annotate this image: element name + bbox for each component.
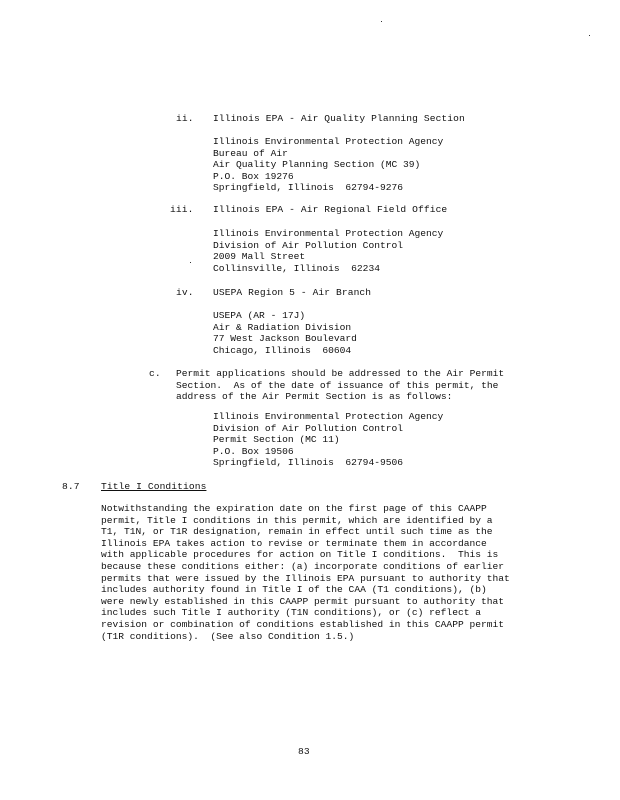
address-line: 2009 Mall Street — [213, 251, 306, 263]
item-iv-address — [213, 310, 357, 356]
item-iii-heading: Illinois EPA - Air Regional Field Office — [213, 204, 448, 215]
address-line: Division of Air Pollution Control — [213, 239, 403, 251]
section-body — [101, 503, 510, 642]
section-number: 8.7 — [62, 481, 80, 492]
body-line: (T1R conditions). (See also Condition 1.5.) — [101, 630, 355, 642]
address-line: P.O. Box 19506 — [213, 445, 294, 457]
address-line: Air Quality Planning Section (MC 39) — [213, 159, 421, 171]
address-line: Bureau of Air — [213, 147, 288, 159]
body-line: revision or combination of conditions established in this CAAPP permit — [101, 618, 505, 630]
paragraph-line: address of the Air Permit Section is as follows: — [176, 391, 453, 403]
paragraph-line: Section. As of the date of issuance of this permit, the — [176, 379, 499, 391]
body-line: includes authority found in Title I of the CAA (T1 conditions), (b) — [101, 584, 487, 596]
address-line: Illinois Environmental Protection Agency — [213, 411, 444, 422]
address-line: Illinois Environmental Protection Agency — [213, 228, 444, 239]
item-c-marker: c. — [149, 368, 161, 379]
page-number: 83 — [298, 746, 310, 757]
body-line: with applicable procedures for action on Title I conditions. This is — [101, 549, 499, 561]
section-title: Title I Conditions — [101, 481, 207, 492]
body-line: includes such Title I authority (T1N conditions), or (c) reflect a — [101, 607, 481, 619]
item-ii-marker: ii. — [176, 113, 194, 124]
address-line: Springfield, Illinois 62794-9506 — [213, 457, 403, 469]
item-iii-address — [213, 228, 443, 274]
address-line: Permit Section (MC 11) — [213, 434, 340, 446]
body-line: Notwithstanding the expiration date on the first page of this CAAPP — [101, 503, 487, 514]
address-line: Air & Radiation Division — [213, 321, 352, 333]
scan-speck — [190, 262, 191, 263]
address-line: 77 West Jackson Boulevard — [213, 333, 357, 345]
body-line: permits that were issued by the Illinois EPA pursuant to authority that — [101, 572, 510, 584]
item-ii-address — [213, 136, 443, 194]
address-line: Chicago, Illinois 60604 — [213, 344, 352, 356]
address-line: P.O. Box 19276 — [213, 170, 294, 182]
body-line: permit, Title I conditions in this permit, which are identified by a — [101, 514, 493, 526]
address-line: Springfield, Illinois 62794-9276 — [213, 182, 403, 194]
scan-speck — [589, 35, 590, 36]
address-line: Division of Air Pollution Control — [213, 422, 403, 434]
address-line: USEPA (AR - 17J) — [213, 310, 306, 321]
item-c-paragraph — [176, 368, 504, 403]
body-line: T1, T1N, or T1R designation, remain in effect until such time as the — [101, 526, 493, 538]
item-ii-heading: Illinois EPA - Air Quality Planning Section — [213, 113, 465, 124]
body-line: were newly established in this CAAPP permit pursuant to authority that — [101, 595, 505, 607]
body-line: because these conditions either: (a) incorporate conditions of earlier — [101, 560, 505, 572]
address-line: Collinsville, Illinois 62234 — [213, 262, 380, 274]
item-iv-heading: USEPA Region 5 - Air Branch — [213, 287, 372, 298]
item-c-address — [213, 411, 443, 469]
item-iv-marker: iv. — [176, 287, 194, 298]
item-iii-marker: iii. — [170, 204, 194, 215]
paragraph-line: Permit applications should be addressed to the Air Permit — [176, 368, 505, 379]
address-line: Illinois Environmental Protection Agency — [213, 136, 444, 147]
body-line: Illinois EPA takes action to revise or terminate them in accordance — [101, 537, 487, 549]
scan-speck — [381, 21, 382, 22]
